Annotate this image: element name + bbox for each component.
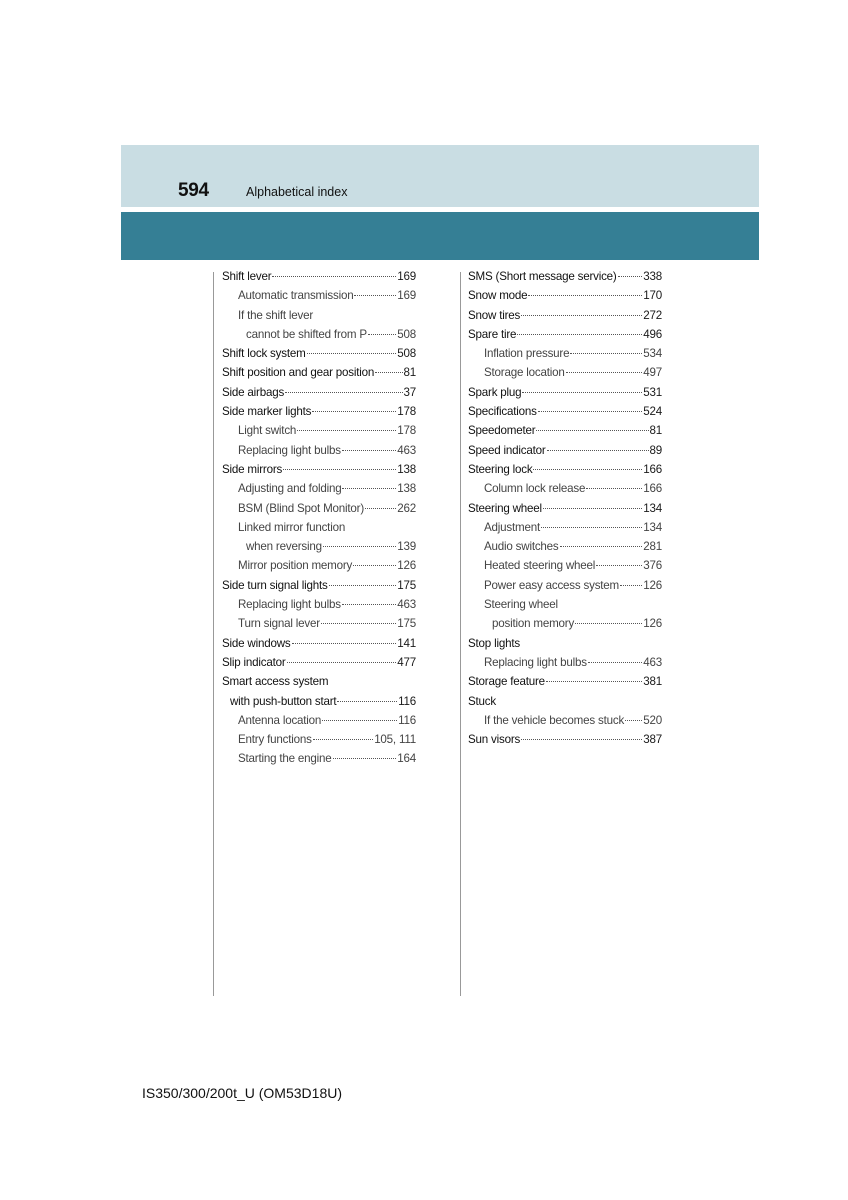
- index-entry[interactable]: Specifications 524: [468, 405, 662, 419]
- index-entry[interactable]: Spare tire 496: [468, 327, 662, 341]
- index-subentry: Steering wheel: [484, 598, 558, 612]
- index-subentry[interactable]: Adjusting and folding 138: [238, 482, 416, 496]
- index-subentry[interactable]: when reversing 139: [246, 540, 416, 554]
- index-entry[interactable]: Snow mode 170: [468, 289, 662, 303]
- index-entry[interactable]: Steering lock 166: [468, 462, 662, 476]
- index-subentry: Linked mirror function: [238, 520, 346, 534]
- model-code-footer: IS350/300/200t_U (OM53D18U): [142, 1085, 342, 1101]
- index-subentry[interactable]: cannot be shifted from P 508: [246, 327, 416, 341]
- index-entry[interactable]: Shift lever 169: [222, 270, 416, 283]
- index-entry[interactable]: SMS (Short message service) 338: [468, 270, 662, 283]
- index-entry[interactable]: Side turn signal lights 175: [222, 578, 416, 592]
- index-entry[interactable]: Shift lock system 508: [222, 347, 416, 361]
- index-right-column: [468, 270, 662, 752]
- index-subentry[interactable]: If the vehicle becomes stuck 520: [484, 713, 662, 727]
- index-entry[interactable]: Spark plug 531: [468, 385, 662, 399]
- index-entry[interactable]: Side airbags 37: [222, 385, 416, 399]
- index-entry[interactable]: Side marker lights 178: [222, 405, 416, 419]
- index-subentry[interactable]: Replacing light bulbs 463: [484, 655, 662, 669]
- index-subentry[interactable]: position memory 126: [492, 617, 662, 631]
- index-entry[interactable]: Snow tires 272: [468, 308, 662, 322]
- index-subentry[interactable]: Turn signal lever 175: [238, 617, 416, 631]
- page-number: 594: [178, 180, 209, 201]
- header-accent-band: [121, 212, 759, 260]
- index-left-column: [222, 270, 416, 772]
- index-subentry[interactable]: Starting the engine 164: [238, 752, 416, 766]
- index-entry: Smart access system: [222, 675, 329, 689]
- index-entry[interactable]: with push-button start 116: [230, 694, 416, 708]
- index-entry: Stuck: [468, 694, 496, 708]
- index-subentry[interactable]: Storage location 497: [484, 366, 662, 380]
- index-entry[interactable]: Sun visors 387: [468, 733, 662, 747]
- index-subentry[interactable]: Heated steering wheel 376: [484, 559, 662, 573]
- index-subentry[interactable]: BSM (Blind Spot Monitor) 262: [238, 501, 416, 515]
- index-subentry[interactable]: Replacing light bulbs 463: [238, 443, 416, 457]
- index-entry[interactable]: Speedometer 81: [468, 424, 662, 438]
- index-subentry[interactable]: Replacing light bulbs 463: [238, 598, 416, 612]
- index-subentry[interactable]: Audio switches 281: [484, 540, 662, 554]
- index-entry[interactable]: Speed indicator 89: [468, 443, 662, 457]
- index-subentry[interactable]: Entry functions 105, 111: [238, 733, 416, 747]
- header-band: [121, 145, 759, 207]
- index-subentry[interactable]: Inflation pressure 534: [484, 347, 662, 361]
- index-entry: Stop lights: [468, 636, 520, 650]
- section-title: Alphabetical index: [246, 185, 348, 199]
- index-subentry[interactable]: Automatic transmission 169: [238, 289, 416, 303]
- index-entry[interactable]: Side mirrors 138: [222, 462, 416, 476]
- index-entry[interactable]: Steering wheel 134: [468, 501, 662, 515]
- index-subentry[interactable]: Column lock release 166: [484, 482, 662, 496]
- left-column-rule: [213, 272, 214, 996]
- index-subentry[interactable]: Antenna location 116: [238, 713, 416, 727]
- index-subentry[interactable]: Light switch 178: [238, 424, 416, 438]
- index-subentry[interactable]: Mirror position memory 126: [238, 559, 416, 573]
- index-subentry: If the shift lever: [238, 308, 314, 322]
- index-entry[interactable]: Storage feature 381: [468, 675, 662, 689]
- index-subentry[interactable]: Power easy access system 126: [484, 578, 662, 592]
- index-entry[interactable]: Shift position and gear position 81: [222, 366, 416, 380]
- index-entry[interactable]: Slip indicator 477: [222, 655, 416, 669]
- index-subentry[interactable]: Adjustment 134: [484, 520, 662, 534]
- index-entry[interactable]: Side windows 141: [222, 636, 416, 650]
- right-column-rule: [460, 272, 461, 996]
